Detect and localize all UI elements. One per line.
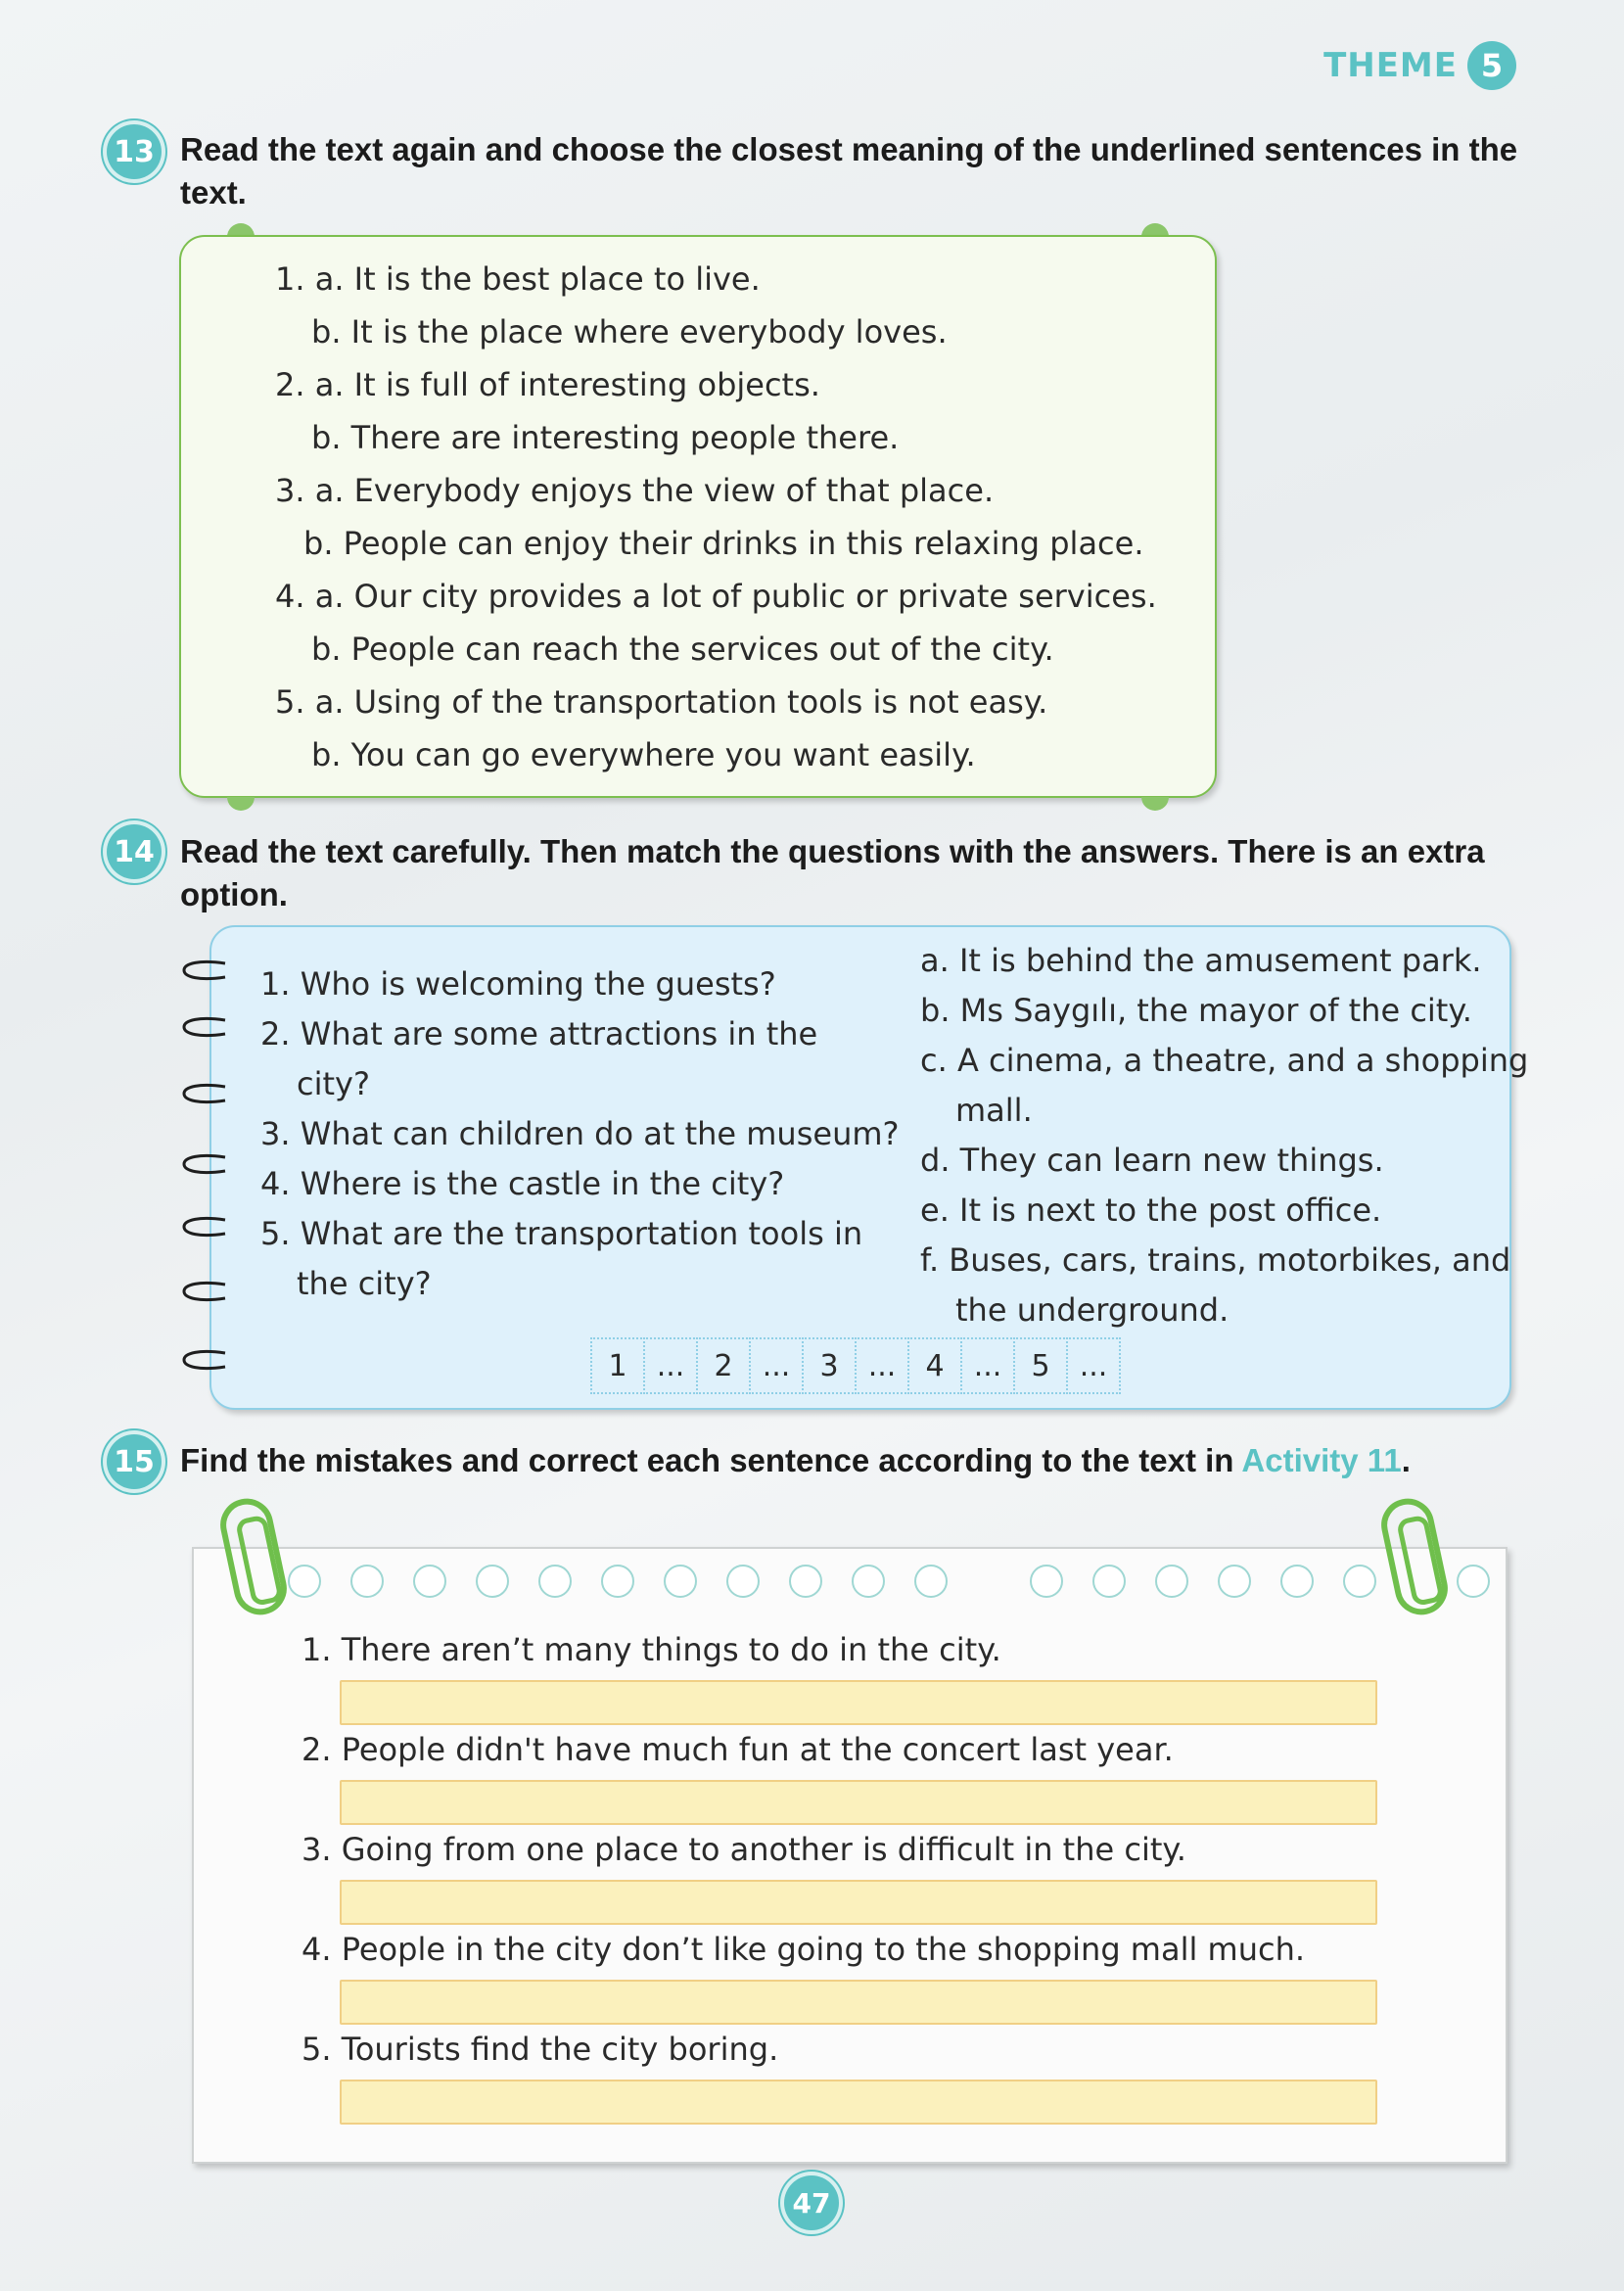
answer-line-4[interactable] (340, 1980, 1377, 2025)
answer-letter: b. (920, 992, 951, 1029)
answer-text: A cinema, a theatre, and a shopping (956, 1042, 1529, 1079)
grid-number: 5 (1013, 1337, 1068, 1394)
sentence-text: People didn't have much fun at the concert last year. (341, 1731, 1174, 1768)
notepad-hole (476, 1565, 509, 1598)
notepad-hole (288, 1565, 321, 1598)
answer-f (920, 1241, 1510, 1279)
answer-grid (590, 1337, 1119, 1394)
grid-number: 2 (696, 1337, 751, 1394)
notepad-hole (1280, 1565, 1314, 1598)
option-text: a. Using of the transportation tools is not easy. (314, 683, 1048, 721)
grid-answer-blank[interactable]: ... (855, 1337, 909, 1394)
item-13-1-b: b. It is the place where everybody loves. (311, 313, 948, 351)
sentence-number: 4. (302, 1931, 332, 1968)
question-text: Where is the castle in the city? (300, 1165, 785, 1202)
question-5 (260, 1215, 862, 1252)
item-13-2-b: b. There are interesting people there. (311, 419, 900, 456)
answer-text: It is behind the amusement park. (958, 942, 1482, 979)
question-number: 5. (260, 1215, 291, 1252)
theme-number-badge: 5 (1467, 41, 1516, 90)
answer-letter: d. (920, 1142, 951, 1179)
spiral-ring-icon (180, 1014, 229, 1040)
question-text: What are the transportation tools in (300, 1215, 863, 1252)
sentence-number: 5. (302, 2031, 332, 2068)
notepad-hole (413, 1565, 446, 1598)
answer-letter: a. (920, 942, 950, 979)
answer-e (920, 1192, 1381, 1229)
answer-text: It is next to the post office. (959, 1192, 1382, 1229)
answer-line-1[interactable] (340, 1680, 1377, 1725)
question-text: Who is welcoming the guests? (300, 965, 776, 1003)
activity-15-instruction (180, 1439, 1531, 1482)
notepad-hole (1457, 1565, 1490, 1598)
item-number: 1. (275, 260, 305, 298)
sentence-4 (302, 1931, 1305, 1968)
item-13-2-a (275, 366, 820, 403)
item-13-5-a (275, 683, 1047, 721)
answer-c-cont: mall. (955, 1092, 1033, 1129)
notepad-hole (664, 1565, 697, 1598)
spiral-ring-icon (180, 1081, 229, 1106)
question-4 (260, 1165, 784, 1202)
sentence-number: 1. (302, 1631, 332, 1668)
box-pin (1141, 797, 1169, 811)
instruction-text: Find the mistakes and correct each sentence according to the text in (180, 1442, 1242, 1478)
question-text: What can children do at the museum? (300, 1115, 900, 1152)
answer-line-5[interactable] (340, 2080, 1377, 2125)
grid-number: 3 (802, 1337, 857, 1394)
answer-letter: e. (920, 1192, 950, 1229)
answer-line-3[interactable] (340, 1880, 1377, 1925)
box-pin (227, 797, 255, 811)
answer-f-cont: the underground. (955, 1291, 1230, 1329)
sentence-number: 3. (302, 1831, 332, 1868)
spiral-ring-icon (180, 958, 229, 983)
activity-13-instruction: Read the text again and choose the closest meaning of the underlined sentences in the text. (180, 131, 1518, 210)
sentence-text: People in the city don’t like going to the shopping mall much. (341, 1931, 1306, 1968)
sentence-3 (302, 1831, 1186, 1868)
item-number: 3. (275, 472, 305, 509)
theme-header (1323, 41, 1516, 90)
sentence-1 (302, 1631, 1001, 1668)
spiral-ring-icon (180, 1347, 229, 1373)
notepad-hole (1343, 1565, 1376, 1598)
answer-text: They can learn new things. (959, 1142, 1384, 1179)
grid-answer-blank[interactable]: ... (643, 1337, 698, 1394)
grid-answer-blank[interactable]: ... (960, 1337, 1015, 1394)
activity-14-instruction: Read the text carefully. Then match the questions with the answers. There is an extra option. (180, 833, 1485, 912)
page-number: 47 (784, 2175, 839, 2230)
option-text: a. It is full of interesting objects. (314, 366, 820, 403)
sentence-number: 2. (302, 1731, 332, 1768)
question-text: What are some attractions in the (300, 1015, 818, 1052)
item-13-1-a (275, 260, 761, 298)
answer-d (920, 1142, 1384, 1179)
notepad-hole (1030, 1565, 1063, 1598)
notepad-hole (1155, 1565, 1188, 1598)
item-13-4-a (275, 578, 1157, 615)
activity-14-number: 14 (107, 824, 162, 879)
sentence-text: Going from one place to another is difficult in the city. (341, 1831, 1186, 1868)
option-text: a. Our city provides a lot of public or private services. (314, 578, 1157, 615)
notepad-hole (1218, 1565, 1251, 1598)
sentence-text: There aren’t many things to do in the city. (341, 1631, 1001, 1668)
notepad-hole (538, 1565, 572, 1598)
sentence-5 (302, 2031, 778, 2068)
grid-answer-blank[interactable]: ... (749, 1337, 804, 1394)
item-number: 2. (275, 366, 305, 403)
spiral-ring-icon (180, 1214, 229, 1239)
option-text: a. Everybody enjoys the view of that place. (314, 472, 995, 509)
notepad-hole (601, 1565, 634, 1598)
answer-a (920, 942, 1482, 979)
question-1 (260, 965, 776, 1003)
notepad-hole (350, 1565, 384, 1598)
answer-text: Ms Saygılı, the mayor of the city. (959, 992, 1472, 1029)
grid-number: 4 (907, 1337, 962, 1394)
item-number: 5. (275, 683, 305, 721)
grid-number: 1 (590, 1337, 645, 1394)
item-13-3-a (275, 472, 994, 509)
question-number: 4. (260, 1165, 291, 1202)
activity-15-number: 15 (107, 1434, 162, 1489)
question-number: 3. (260, 1115, 291, 1152)
instruction-end: . (1401, 1442, 1411, 1478)
answer-line-2[interactable] (340, 1780, 1377, 1825)
notepad-hole (726, 1565, 760, 1598)
spiral-ring-icon (180, 1279, 229, 1304)
answer-text: Buses, cars, trains, motorbikes, and (949, 1241, 1511, 1279)
notepad-hole (789, 1565, 822, 1598)
grid-answer-blank[interactable]: ... (1066, 1337, 1121, 1394)
answer-letter: c. (920, 1042, 948, 1079)
question-2 (260, 1015, 817, 1052)
activity-11-link[interactable]: Activity 11 (1241, 1442, 1402, 1478)
answer-letter: f. (920, 1241, 940, 1279)
item-13-5-b: b. You can go everywhere you want easily. (311, 736, 976, 773)
answer-b (920, 992, 1472, 1029)
sentence-text: Tourists find the city boring. (341, 2031, 779, 2068)
answer-c (920, 1042, 1528, 1079)
spiral-ring-icon (180, 1151, 229, 1177)
question-3 (260, 1115, 900, 1152)
theme-label: THEME (1323, 46, 1458, 85)
question-2-cont: city? (297, 1065, 370, 1102)
activity-13-number: 13 (107, 124, 162, 179)
notepad-hole (914, 1565, 948, 1598)
notepad-hole (1092, 1565, 1126, 1598)
option-text: a. It is the best place to live. (314, 260, 761, 298)
question-number: 2. (260, 1015, 291, 1052)
sentence-2 (302, 1731, 1174, 1768)
item-13-3-b: b. People can enjoy their drinks in this relaxing place. (303, 525, 1144, 562)
notepad-hole (852, 1565, 885, 1598)
question-5-cont: the city? (297, 1265, 432, 1302)
item-13-4-b: b. People can reach the services out of the city. (311, 631, 1054, 668)
item-number: 4. (275, 578, 305, 615)
question-number: 1. (260, 965, 291, 1003)
